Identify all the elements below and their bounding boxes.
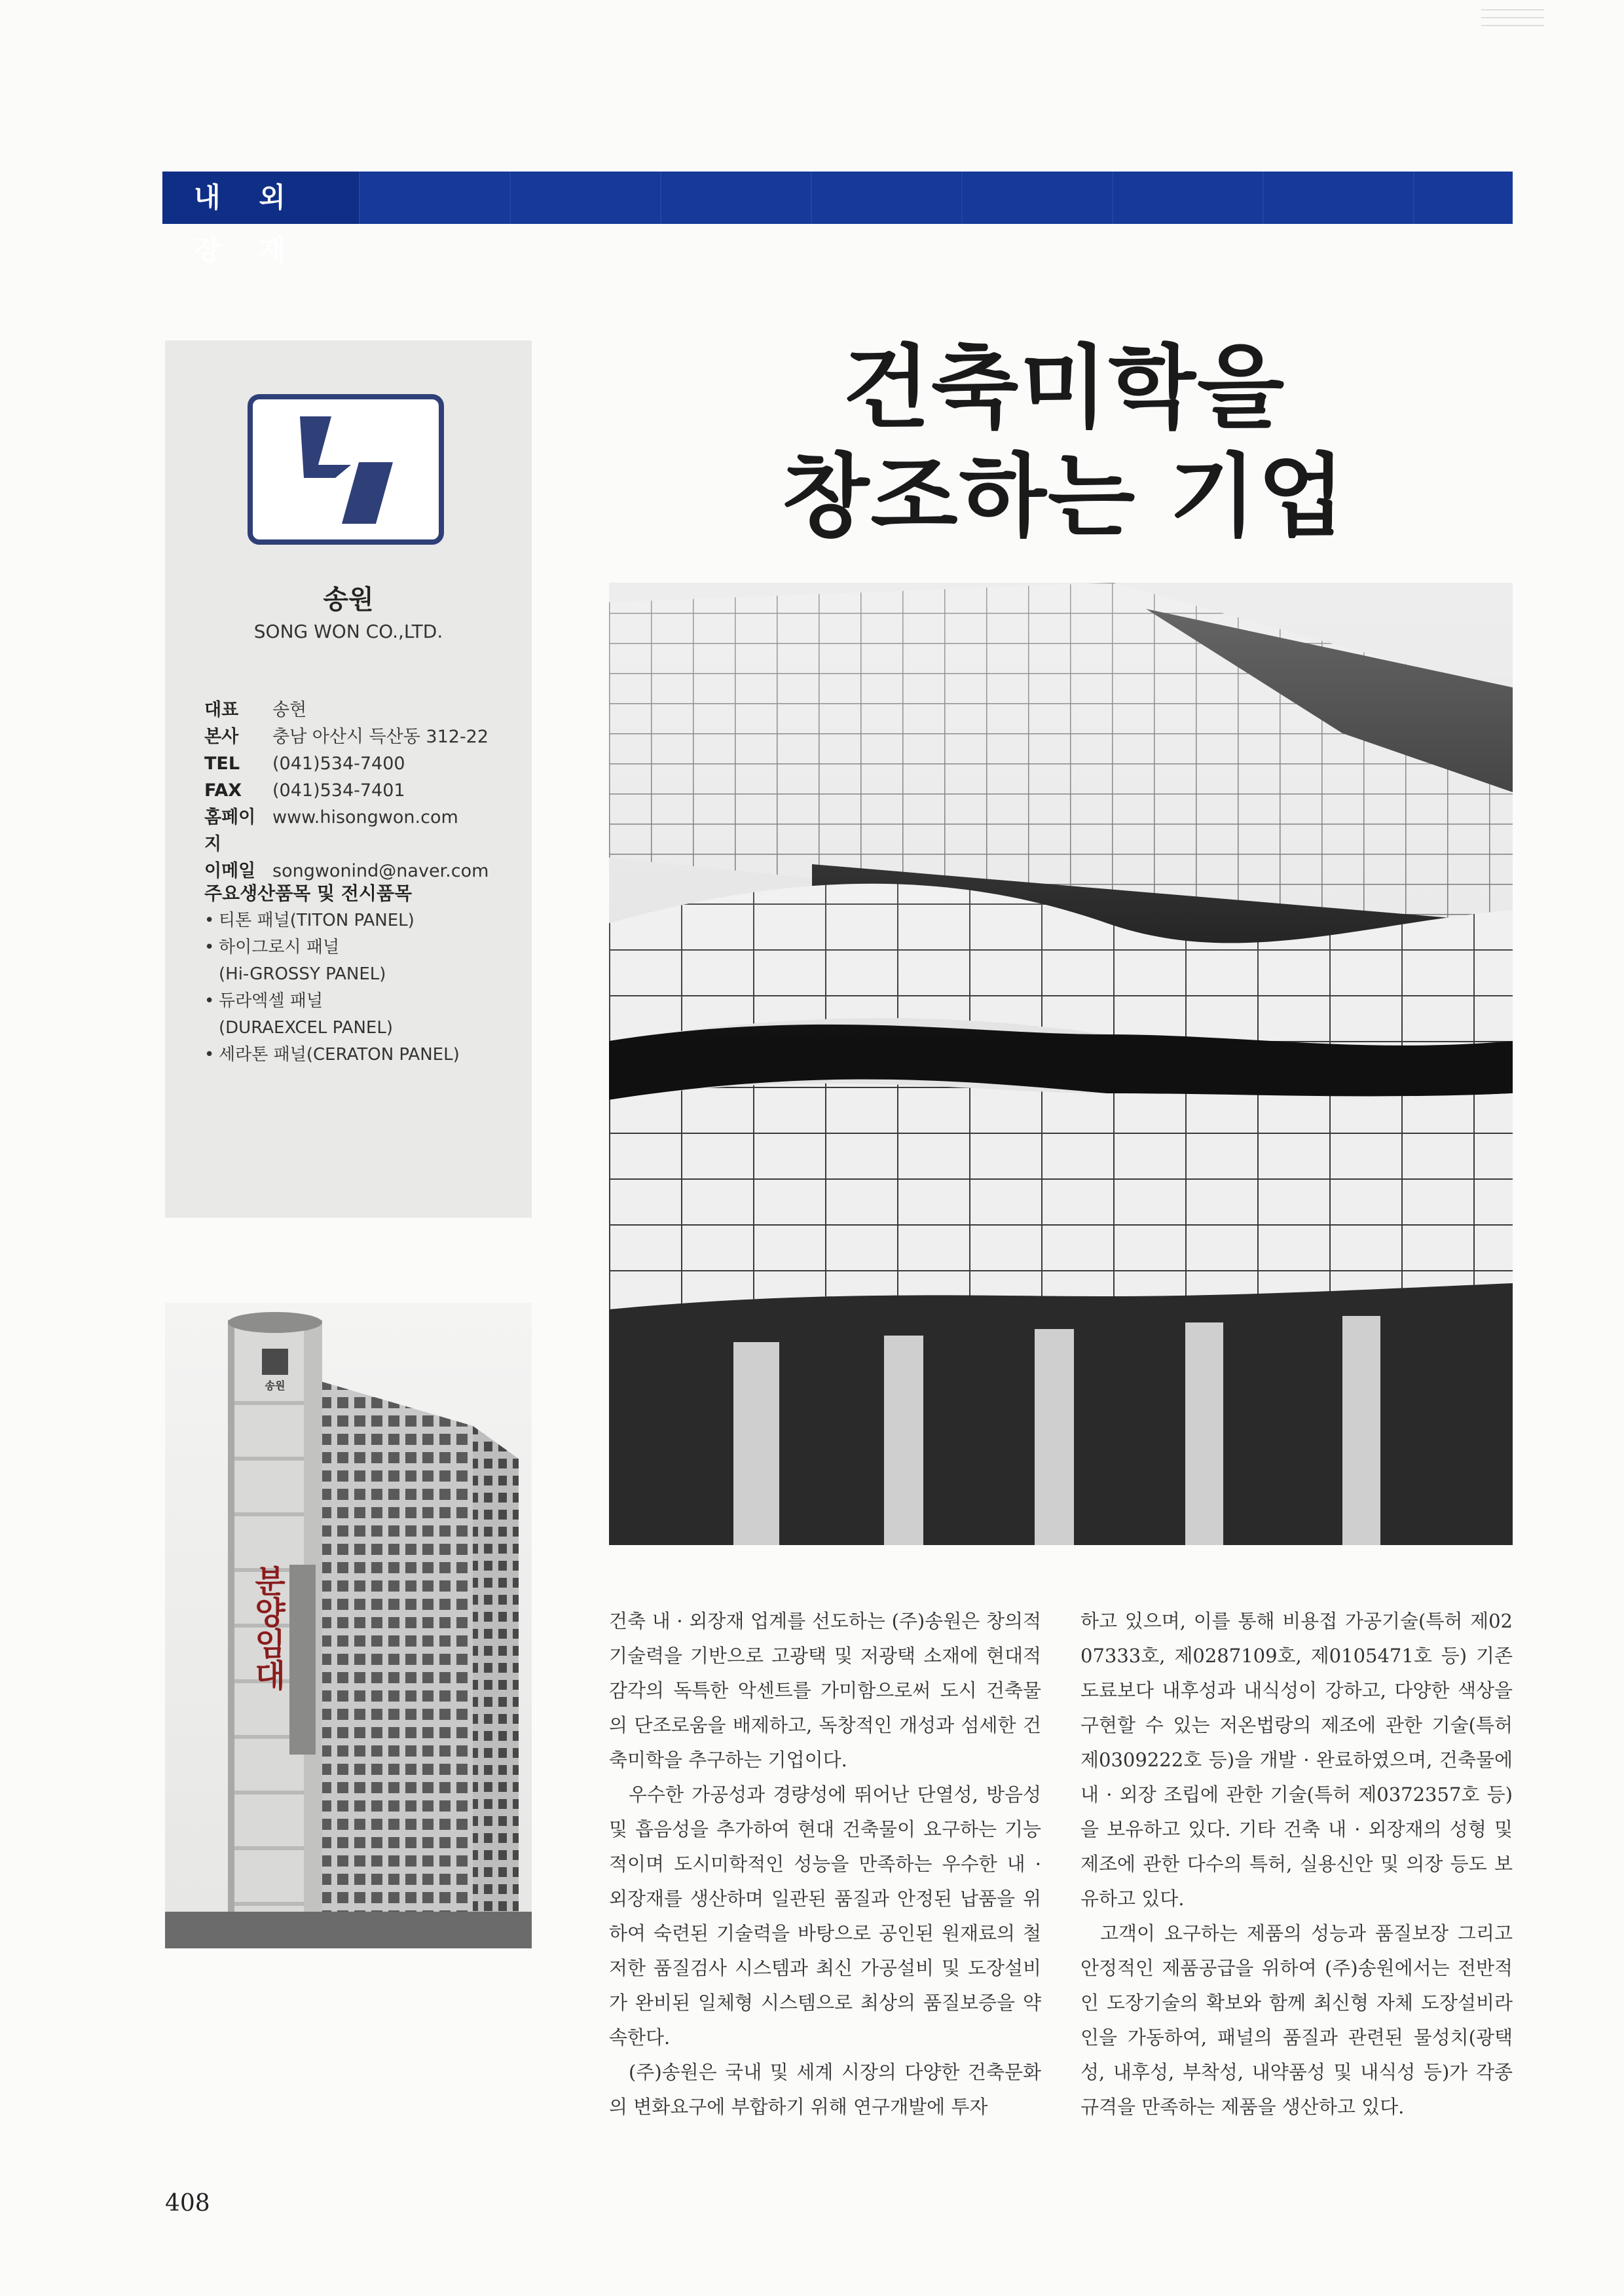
article-headline xyxy=(616,334,1513,551)
info-label: 이메일 xyxy=(204,861,256,881)
company-name-english: SONG WON CO.,LTD. xyxy=(253,621,443,642)
info-row-fax xyxy=(204,777,519,804)
info-row-ceo xyxy=(204,697,519,723)
info-value: 송현 xyxy=(272,700,307,720)
scan-corner-mark xyxy=(1481,9,1544,29)
headline-line-2: 창조하는 기업 xyxy=(782,444,1346,549)
info-value: songwonind@naver.com xyxy=(272,861,489,881)
product-item: • 하이그로시 패널 xyxy=(204,934,519,961)
product-item: (Hi-GROSSY PANEL) xyxy=(219,964,386,984)
info-label: 홈페이지 xyxy=(204,807,256,854)
company-name: 송원 xyxy=(323,585,374,615)
product-item: • 듀라엑셀 패널 xyxy=(204,988,519,1015)
section-banner xyxy=(162,172,1513,266)
product-item: • 티톤 패널(TITON PANEL) xyxy=(204,907,519,934)
info-label: 본사 xyxy=(204,727,239,747)
page-number: 408 xyxy=(165,2190,210,2217)
company-logo xyxy=(248,394,444,545)
products-list xyxy=(204,880,519,1068)
info-value: (041)534-7401 xyxy=(272,780,405,801)
info-row-address xyxy=(204,723,519,750)
info-value: www.hisongwon.com xyxy=(272,807,458,828)
info-label: TEL xyxy=(204,754,240,774)
article-paragraph: 우수한 가공성과 경량성에 뛰어난 단열성, 방음성 및 흡음성을 추가하여 현대 건축물이 요구하는 기능적이며 도시미학적인 성능을 만족하는 우수한 내 · 외장재를 생산하며 일관된 품질과 안정된 납품을 위하여 숙련된 기술력을 바탕으로 공인된 원재료의 철저한 품질검사 시스템과 최신 가공설비 및 도장설비가 완비된 일체형 시스템으로 최상의 품질보증을 약속한다. xyxy=(609,1783,1041,2049)
article-paragraph: 고객이 요구하는 제품의 성능과 품질보장 그리고 안정적인 제품공급을 위하여 (주)송원에서는 전반적인 도장기술의 확보와 함께 최신형 자체 도장설비라인을 가동하여, 패널의 품질과 관련된 물성치(광택성, 내후성, 부착성, 내약품성 및 내식성 등)가 각종 규격을 만족하는 제품을 생산하고 있다. xyxy=(1080,1922,1513,2118)
company-info xyxy=(204,697,519,884)
building-brand-sign: 송원 xyxy=(265,1379,286,1392)
facade-photo xyxy=(609,583,1513,1545)
office-building-photo xyxy=(165,1303,532,1948)
section-label: 내 외 장 재 xyxy=(162,172,359,224)
article-column-1 xyxy=(609,1604,1041,2124)
article-paragraph: 하고 있으며, 이를 통해 비용접 가공기술(특허 제0207333호, 제0287109호, 제0105471호 등) 기존 도료보다 내후성과 내식성이 강하고, 다양한 색상을 구현할 수 있는 저온법랑의 제조에 관한 기술(특허 제0309222호 등)을 개발 · 완료하였으며, 건축물에 내 · 외장 조립에 관한 기술(특허 제0372357호 등)을 보유하고 있다. 기타 건축 내 · 외장재의 성형 및 제조에 관한 다수의 특허, 실용신안 및 의장 등도 보유하고 있다. xyxy=(1080,1610,1513,1910)
article-column-2 xyxy=(1080,1604,1513,2124)
info-label: FAX xyxy=(204,780,242,801)
lightning-logo-icon xyxy=(253,399,439,539)
banner-stripes xyxy=(359,172,1513,224)
product-item: (DURAEXCEL PANEL) xyxy=(219,1018,393,1038)
info-row-homepage xyxy=(204,804,519,858)
building-lease-sign: 분양임대 xyxy=(249,1565,286,1690)
headline-line-1: 건축미학을 xyxy=(842,335,1286,441)
info-row-tel xyxy=(204,750,519,777)
article-paragraph: 건축 내 · 외장재 업계를 선도하는 (주)송원은 창의적 기술력을 기반으로 고광택 및 저광택 소재에 현대적 감각의 독특한 악센트를 가미함으로써 도시 건축물의 단조로움을 배제하고, 독창적인 개성과 섬세한 건축미학을 추구하는 기업이다. xyxy=(609,1610,1041,1771)
info-value: (041)534-7400 xyxy=(272,754,405,774)
product-item: • 세라톤 패널(CERATON PANEL) xyxy=(204,1042,519,1068)
article-paragraph: (주)송원은 국내 및 세계 시장의 다양한 건축문화의 변화요구에 부합하기 위해 연구개발에 투자 xyxy=(609,2061,1041,2118)
products-title: 주요생산품목 및 전시품목 xyxy=(204,883,413,904)
info-value: 충남 아산시 득산동 312-22 xyxy=(272,727,489,747)
info-label: 대표 xyxy=(204,700,239,720)
